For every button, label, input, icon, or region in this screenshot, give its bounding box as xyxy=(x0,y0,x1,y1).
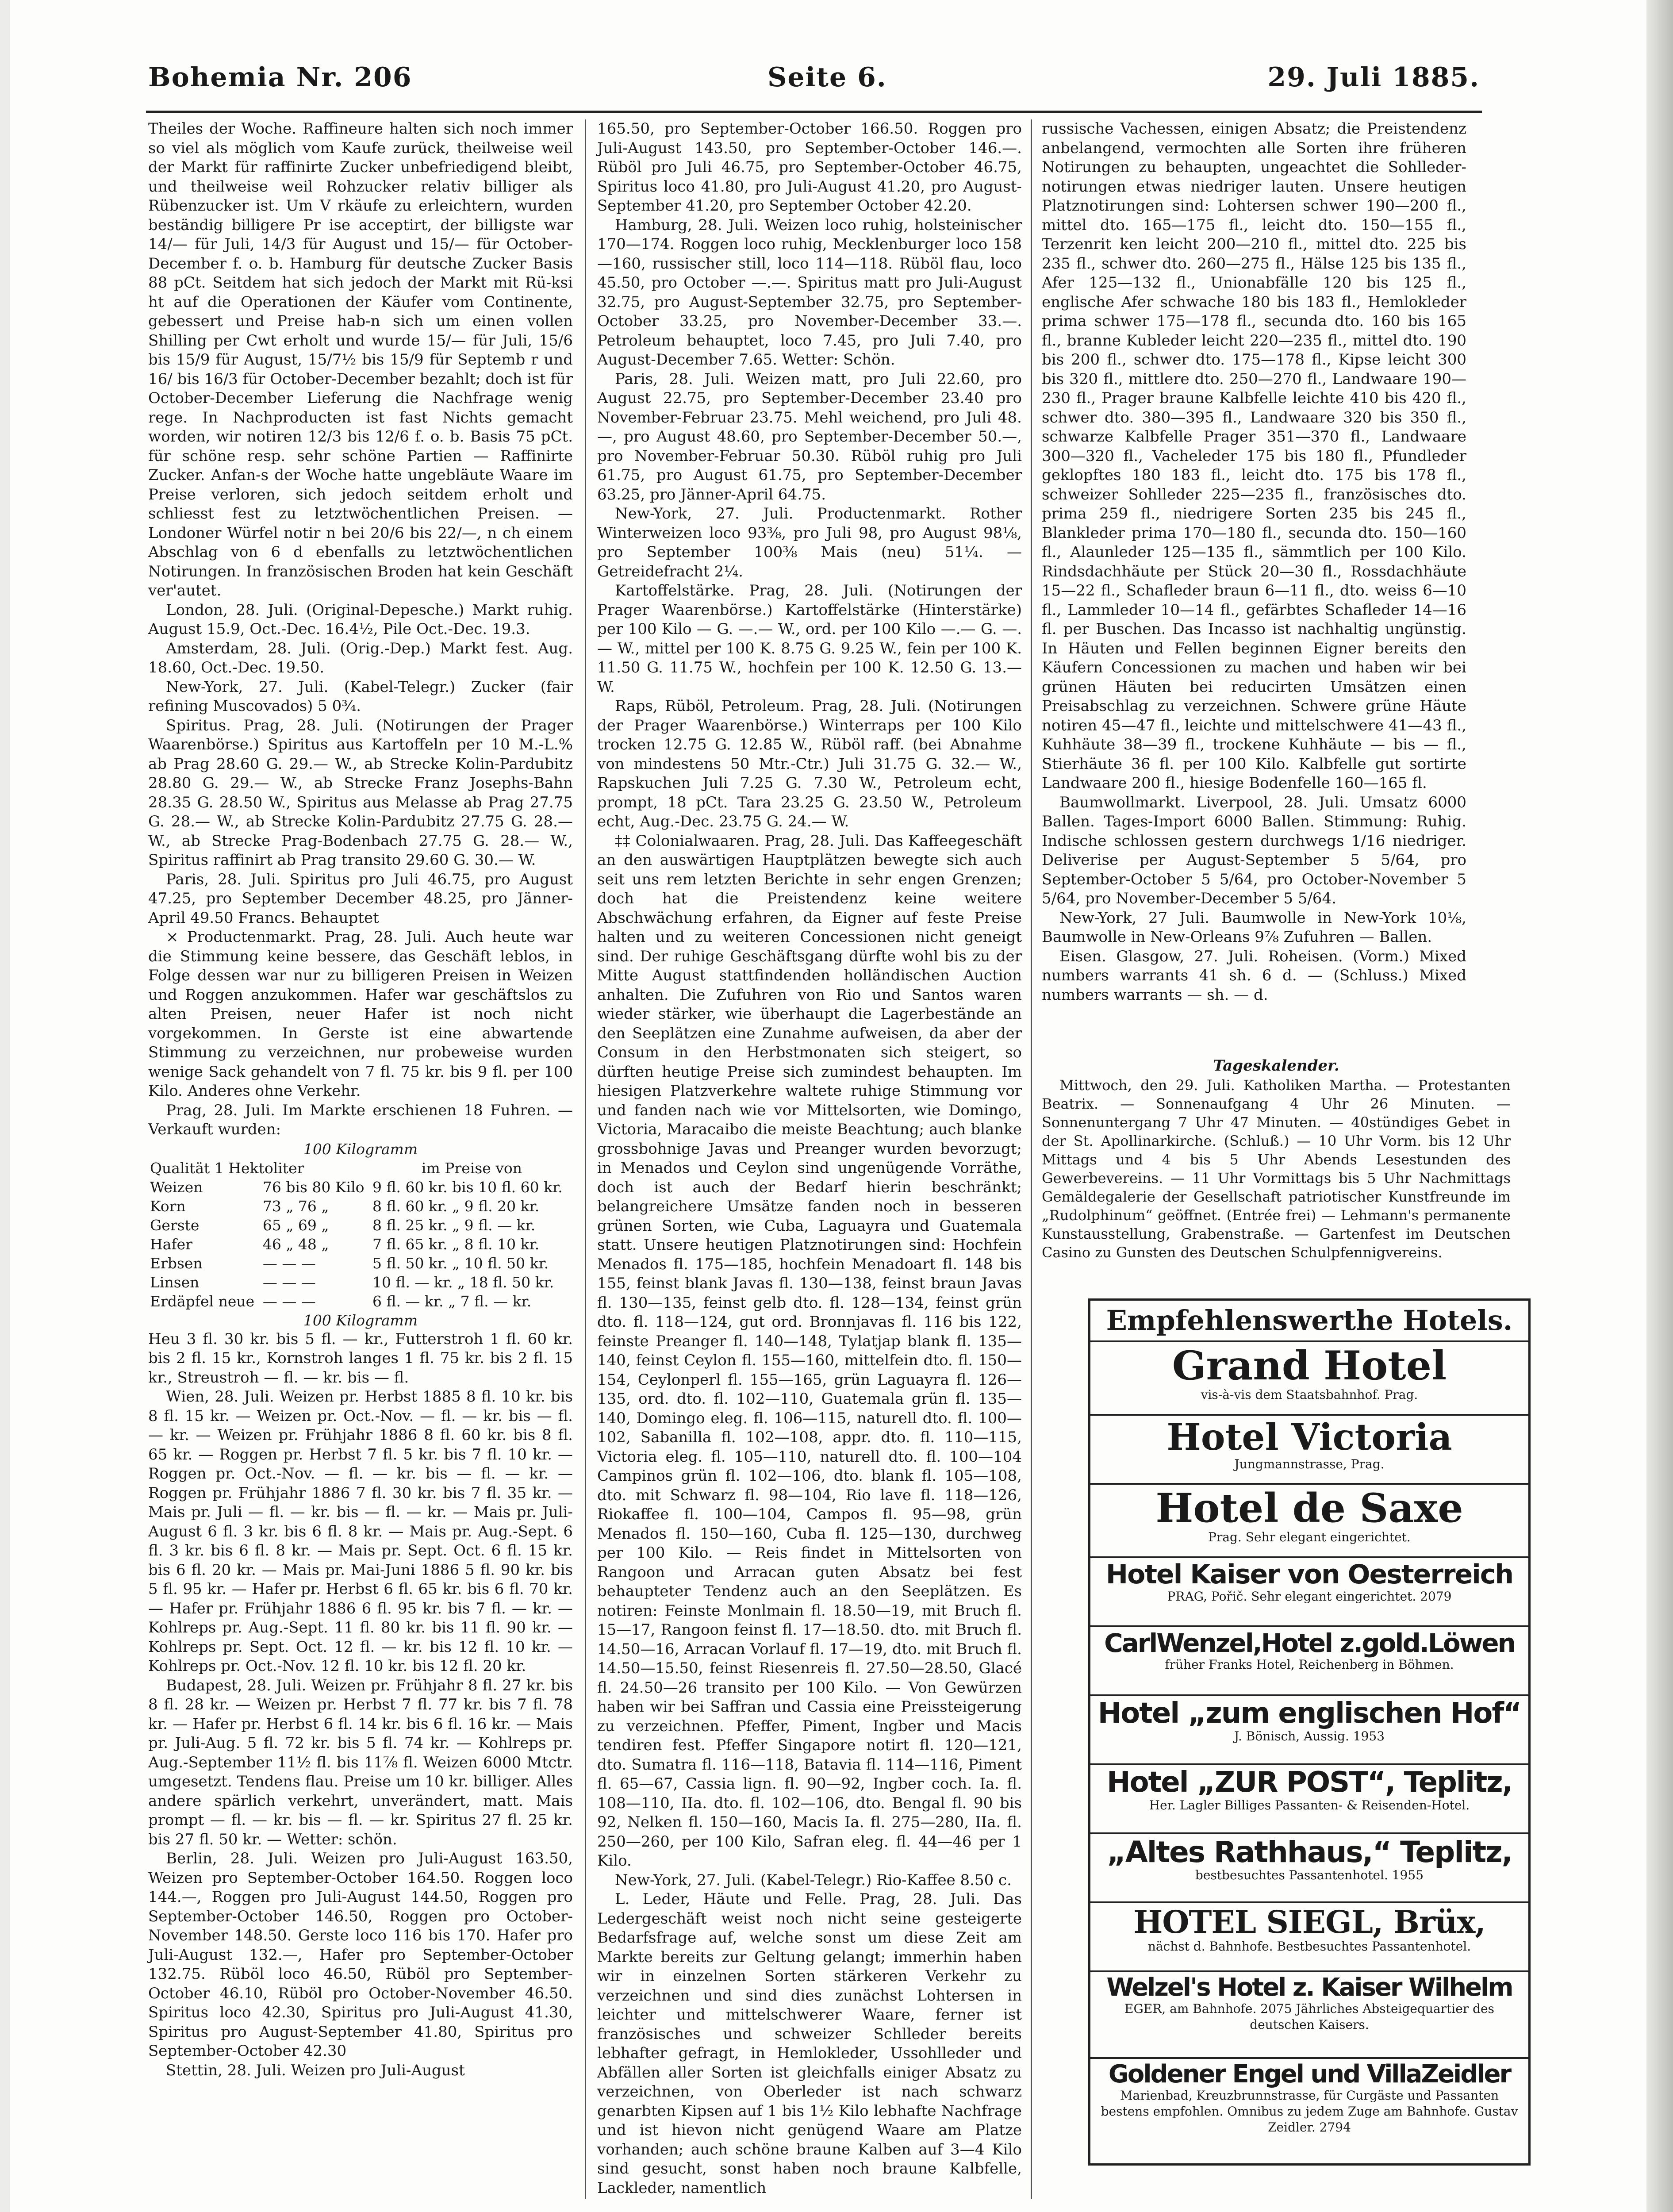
hotel-box-title: Empfehlenswerthe Hotels. xyxy=(1090,1301,1528,1342)
article-paragraph: L. Leder, Häute und Felle. Prag, 28. Juli. Das Ledergeschäft weist noch nicht seine gesteigerte Bedarfsfrage auf, welche sonst um diese Zeit am Markte bereits zur Geltung gelangt; immerhin haben wir in einzelnen Sorten stärkeren Verkehr zu verzeichnen und sind dies zunächst Lohtersen in leichter und mittelschwerer Waare, ferner ist französisches und schweizer Schlleder bereits lebhafter gefragt, in Hemlokleder, Ussohlleder und Abfällen aller Sorten ist gleichfalls einiger Absatz zu verzeichnen, von Oberleder ist nach schwarz genarbten Kipsen auf 1 bis 1½ Kilo lebhafte Nachfrage und ist hievon nicht genügend Waare am Platze vorhanden; auch schöne braune Kalben auf 3—4 Kilo sind gesucht, sonst haben noch braune Kalbfelle, Lackleder, namentlich xyxy=(597,1890,1022,2197)
table-cell: 7 fl. 65 kr. „ 8 fl. 10 kr. xyxy=(372,1235,540,1253)
table-cell: 8 fl. 25 kr. „ 9 fl. — kr. xyxy=(372,1216,536,1234)
hotel-detail: EGER, am Bahnhofe. 2075 Jährliches Absteigequartier des deutschen Kaisers. xyxy=(1124,2001,1494,2032)
table-row xyxy=(148,1178,573,1197)
hotel-name: Hotel „ZUR POST“, Teplitz, xyxy=(1107,1766,1512,1799)
article-paragraph: Raps, Rüböl, Petroleum. Prag, 28. Juli. (Notirungen der Prager Waarenbörse.) Winterraps per 100 Kilo trocken 12.75 G. 12.85 W., Rüböl raff. (bei Abnahme von mindestens 50 Mtr.-Ctr.) Juli 31.75 G. 32.— W., Rapskuchen Juli 7.25 G. 7.30 W., Petroleum echt, prompt, 18 pCt. Tara 23.25 G. 23.50 W., Petroleum echt, Aug.-Dec. 23.75 G. 24.— W. xyxy=(597,697,1022,830)
article-paragraph: New-York, 27. Juli. Productenmarkt. Rother Winterweizen loco 93⅜, pro Juli 98, pro August 98⅛, pro September 100⅜ Mais (neu) 51¼. — Getreidefracht 2¼. xyxy=(597,505,1022,580)
table-cell: — — — xyxy=(262,1254,316,1272)
hotel-ad xyxy=(1090,1765,1528,1834)
article-paragraph: Stettin, 28. Juli. Weizen pro Juli-August xyxy=(166,2061,465,2079)
hotel-name: Grand Hotel xyxy=(1172,1342,1447,1389)
article-paragraph: Kartoffelstärke. Prag, 28. Juli. (Notirungen der Prager Waarenbörse.) Kartoffelstärke (Hinterstärke) per 100 Kilo — G. —.— W., ord. per 100 Kilo —.— G. —.— W., mittel per 100 K. 8.75 G. 9.25 W., fein per 100 K. 11.50 G. 11.75 W., hochfein per 100 K. 12.50 G. 13.— W. xyxy=(597,582,1022,696)
scan-right-edge xyxy=(1646,0,1673,2212)
price-table xyxy=(148,1140,573,1330)
hotel-detail: bestbesuchtes Passantenhotel. 1955 xyxy=(1195,1868,1424,1883)
article-paragraph: Prag, 28. Juli. Im Markte erschienen 18 Fuhren. — Verkauft wurden: xyxy=(148,1101,573,1138)
hotel-detail: Her. Lagler Billiges Passanten- & Reisenden-Hotel. xyxy=(1149,1798,1470,1813)
article-paragraph: ‡‡ Colonialwaaren. Prag, 28. Juli. Das Kaffeegeschäft an den auswärtigen Hauptplätzen bewegte sich auch seit uns rem letzten Berichte in sehr engen Grenzen; doch hat die Preistendenz keine weitere Abschwächung erfahren, da Eigner auf feste Preise halten und zu weiteren Concessionen nicht geneigt sind. Der ruhige Geschäftsgang dürfte wohl bis zu der Mitte August stattfindenden holländischen Auction anhalten. Die Zufuhren von Rio und Santos waren wieder stärker, wie überhaupt die Lagerbestände an den Seeplätzen eine Zunahme aufweisen, da aber der Consum in den Herbstmonaten sich steigert, so dürften heutige Preise sich zumindest behaupten. Im hiesigen Platzverkehre waltete ruhige Stimmung vor und fanden nach wie vor Mittelsorten, wie Domingo, Victoria, Maracaibo die meiste Beachtung; auch blanke grossbohnige Javas und Preanger wurden bevorzugt; in Menados und Ceylon sind ungenügende Vorräthe, doch ist auch der Bedarf hierin beschränkt; belangreichere Umsätze fanden noch in besseren grünen Sorten, wie Cuba, Laguayra und Guatemala statt. Unsere heutigen Platznotirungen sind: Hochfein Menados fl. 175—185, hochfein Menadoart fl. 148 bis 155, feinst blank Javas fl. 130—138, feinst braun Javas fl. 130—135, feinst gelb dto. fl. 128—134, feinst grün dto. fl. 118—124, gut ord. Bronnjavas fl. 116 bis 122, feinste Preanger fl. 140—148, Tylatjap blank fl. 135—140, feinst Ceylon fl. 155—160, mittelfein dto. fl. 150—154, Ceylonperl fl. 155—165, grün Laguayra fl. 126—135, ord. dto. fl. 102—110, Guatemala grün fl. 135—140, Domingo eleg. fl. 106—115, naturell dto. fl. 100—102, Sabanilla fl. 102—108, appr. dto. fl. 110—115, Victoria eleg. fl. 105—110, naturell dto. fl. 100—104 Campinos grün fl. 102—106, dto. blank fl. 105—108, dto. mit Schwarz fl. 98—104, Rio lave fl. 118—126, Riokaffee fl. 100—104, Campos fl. 95—98, grün Menados fl. 150—160, Cuba fl. 125—130, durchweg per 100 Kilo. — Reis findet in Mittelsorten von Rangoon und Arracan guten Absatz bei fest behaupteter Tendenz auch an den Seeplätzen. Es notiren: Feinste Monlmain fl. 18.50—19, mit Bruch fl. 15—17, Rangoon feinst fl. 17—18.50. dto. mit Bruch fl. 14.50—16, Arracan Vorlauf fl. 17—19, dto. mit Bruch fl. 14.50—15.50, feinst Riesenreis fl. 27.50—28.50, Glacé fl. 24.50—26 transito per 100 Kilo. — Von Gewürzen haben wir bei Saffran und Cassia eine Preissteigerung zu verzeichnen. Pfeffer, Piment, Ingber und Macis tendiren fest. Pfeffer Singapore notirt fl. 120—121, dto. Sumatra fl. 116—118, Batavia fl. 114—116, Piment fl. 65—67, Cassia lign. fl. 90—92, Ingber coch. Ia. fl. 108—110, IIa. dto. fl. 102—106, dto. Bengal fl. 90 bis 92, Nelken fl. 150—160, Macis Ia. fl. 275—280, IIa. fl. 250—260, per 100 Kilo, Safran eleg. fl. 44—46 per 1 Kilo. xyxy=(597,832,1022,1870)
article-paragraph: Berlin, 28. Juli. Weizen pro Juli-August 163.50, Weizen pro September-October 164.50. Roggen loco 144.—, Roggen pro Juli-August 144.50, Roggen pro September-October 146.50, Roggen pro October-November 148.50. Gerste loco 116 bis 170. Hafer pro Juli-August 132.—, Hafer pro September-October 132.75. Rüböl loco 46.50, Rüböl pro September-October 46.10, Rüböl pro October-November 46.50. Spiritus loco 42.30, Spiritus pro Juli-August 41.30, Spiritus pro August-September 41.80, Spiritus pro September-October 42.30 xyxy=(148,1850,573,2060)
table-cell: 5 fl. 50 kr. „ 10 fl. 50 kr. xyxy=(372,1254,549,1272)
article-paragraph: London, 28. Juli. (Original-Depesche.) Markt ruhig. August 15.9, Oct.-Dec. 16.4½, Pile Oct.-Dec. 19.3. xyxy=(148,601,573,638)
table-cell: Weizen xyxy=(150,1178,203,1196)
table-cell: Korn xyxy=(150,1197,186,1215)
table-cell: Linsen xyxy=(150,1273,200,1291)
table-header: Qualität 1 Hektoliter xyxy=(150,1159,304,1177)
hotel-detail: J. Bönisch, Aussig. 1953 xyxy=(1234,1729,1385,1744)
table-cell: Erbsen xyxy=(150,1254,203,1272)
hotel-name: Welzel's Hotel z. Kaiser Wilhelm xyxy=(1106,1973,1512,2002)
table-cell: 73 „ 76 „ xyxy=(262,1197,329,1215)
hotel-ad xyxy=(1090,1342,1528,1416)
table-row xyxy=(148,1235,573,1254)
table-row xyxy=(148,1216,573,1235)
page-header xyxy=(148,62,1480,111)
table-cell: 9 fl. 60 kr. bis 10 fl. 60 kr. xyxy=(372,1178,563,1196)
article-paragraph: Eisen. Glasgow, 27. Juli. Roheisen. (Vorm.) Mixed numbers warrants 41 sh. 6 d. — (Schluss.) Mixed numbers warrants — sh. — d. xyxy=(1042,947,1466,1004)
column-divider xyxy=(585,119,586,2199)
article-paragraph: Baumwollmarkt. Liverpool, 28. Juli. Umsatz 6000 Ballen. Tages-Import 6000 Ballen. Stimmung: Ruhig. Indische schlossen gestern durchwegs 1/16 niedriger. Deliverise per August-September 5 5/64, pro September-October 5 5/64, pro October-November 5 5/64, pro November-December 5 5/64. xyxy=(1042,793,1466,907)
hotel-ad xyxy=(1090,1834,1528,1903)
table-cell: 76 bis 80 Kilo xyxy=(262,1178,365,1196)
hotel-name: Hotel Victoria xyxy=(1166,1416,1452,1459)
table-cell: 46 „ 48 „ xyxy=(262,1235,329,1253)
hotel-name: HOTEL SIEGL, Brüx, xyxy=(1133,1904,1485,1940)
table-cell: 10 fl. — kr. „ 18 fl. 50 kr. xyxy=(372,1273,554,1291)
article-paragraph: Budapest, 28. Juli. Weizen pr. Frühjahr 8 fl. 27 kr. bis 8 fl. 28 kr. — Weizen pr. Herbst 7 fl. 77 kr. bis 7 fl. 78 kr. — Hafer pr. Herbst 6 fl. 14 kr. bis 6 fl. 16 kr. — Mais pr. Juli-Aug. 5 fl. 72 kr. bis 5 fl. 74 kr. — Kohlreps pr. Aug.-September 11½ fl. bis 11⅞ fl. Weizen 6000 Mtctr. umgesetzt. Tendens flau. Preise um 10 kr. billiger. Alles andere spärlich verkehrt, unverändert, matt. Mais prompt — fl. — kr. bis — fl. — kr. Spiritus 27 fl. 25 kr. bis 27 fl. 50 kr. — Wetter: schön. xyxy=(148,1676,573,1848)
article-paragraph: New-York, 27 Juli. Baumwolle in New-York 10⅛, Baumwolle in New-Orleans 9⅞ Zufuhren — Ballen. xyxy=(1042,909,1466,946)
header-date: 29. Juli 1885. xyxy=(1267,62,1480,93)
table-cell: 8 fl. 60 kr. „ 9 fl. 20 kr. xyxy=(372,1197,540,1215)
article-paragraph: Wien, 28. Juli. Weizen pr. Herbst 1885 8 fl. 10 kr. bis 8 fl. 15 kr. — Weizen pr. Oct.-Nov. — fl. — kr. bis — fl. — kr. — Weizen pr. Frühjahr 1886 8 fl. 60 kr. bis 8 fl. 65 kr. — Roggen pr. Herbst 7 fl. 5 kr. bis 7 fl. 10 kr. — Roggen pr. Oct.-Nov. — fl. — kr. bis — fl. — kr. — Roggen pr. Frühjahr 1886 7 fl. 30 kr. bis 7 fl. 35 kr. — Mais pr. Juli — fl. — kr. bis — fl. — kr. — Mais pr. Juli-August 6 fl. 3 kr. bis 6 fl. 8 kr. — Mais pr. Aug.-Sept. 6 fl. 3 kr. bis 6 fl. 8 kr. — Mais pr. Sept. Oct. 6 fl. 15 kr. bis 6 fl. 20 kr. — Mais pr. Mai-Juni 1886 5 fl. 90 kr. bis 5 fl. 95 kr. — Hafer pr. Herbst 6 fl. 65 kr. bis 6 fl. 70 kr. — Hafer pr. Frühjahr 1886 6 fl. 95 kr. bis 7 fl. — kr. — Kohlreps pr. Aug.-Sept. 11 fl. 80 kr. bis 11 fl. 90 kr. — Kohlreps pr. Sept. Oct. 12 fl. — kr. bis 12 fl. 10 kr. — Kohlreps pr. Oct.-Nov. 12 fl. 10 kr. bis 12 fl. 20 kr. xyxy=(148,1388,573,1675)
hotel-name: CarlWenzel,Hotel z.gold.Löwen xyxy=(1104,1628,1515,1658)
column-3 xyxy=(1042,119,1466,1040)
article-paragraph: Theiles der Woche. Raffineure halten sich noch immer so viel als möglich vom Kaufe zurück, theilweise weil der Markt für raffinirte Zucker unbefriedigend bleibt, und theilweise weil Rohzucker relativ billiger als Rübenzucker ist. Um V rkäufe zu erleichtern, wurden beständig billigere Pr ise acceptirt, der billigste war 14/— für Juli, 14/3 für August und 15/— für October-December f. o. b. Hamburg für deutsche Zucker Basis 88 pCt. Seitdem hat sich jedoch der Markt mit Rü-ksi ht auf die Operationen der Käufer vom Continente, gebessert und Preise hab-n sich um einen vollen Shilling per Cwt erholt und wurde 15/— für Juli, 15/6 bis 15/9 für August, 15/7½ bis 15/9 für Septemb r und 16/ bis 16/3 für October-December bezahlt; doch ist für October-December Lieferung die Nachfrage wenig rege. In Nachproducten ist fast Nichts gemacht worden, wir notiren 12/3 bis 12/6 f. o. b. Basis 75 pCt. für schöne resp. sehr schöne Partien — Raffinirte Zucker. Anfan-s der Woche hatte ungebläute Waare im Preise verloren, sich jedoch seitdem erholt und schliesst fest zu letztwöchentlichen Preisen. — Londoner Würfel notir n bei 20/6 bis 22/—, n ch einem Abschlag von 6 d ebenfalls zu letztwöchentlichen Notirungen. In französischen Broden hat kein Geschäft ver'autet. xyxy=(148,120,573,599)
hotel-detail: PRAG, Pořič. Sehr elegant eingerichtet. 2079 xyxy=(1167,1589,1452,1604)
table-row xyxy=(148,1197,573,1216)
hotel-ad xyxy=(1090,1696,1528,1765)
table-header: 100 Kilogramm xyxy=(303,1140,418,1158)
tageskalender-title: Tageskalender. xyxy=(1213,1057,1339,1075)
hotel-ad xyxy=(1090,1558,1528,1627)
article-paragraph: Amsterdam, 28. Juli. (Orig.-Dep.) Markt fest. Aug. 18.60, Oct.-Dec. 19.50. xyxy=(148,639,573,676)
table-row xyxy=(148,1292,573,1311)
scan-left-edge xyxy=(0,0,10,2212)
column-1 xyxy=(148,119,573,2177)
column-divider xyxy=(1031,119,1032,2199)
header-newspaper: Bohemia Nr. 206 xyxy=(148,62,412,93)
table-cell: 65 „ 69 „ xyxy=(262,1216,329,1234)
hotel-detail: Marienbad, Kreuzbrunnstrasse, für Curgäste und Passanten bestens empfohlen. Omnibus zu jedem Zuge am Bahnhofe. Gustav Zeidler. 2794 xyxy=(1101,2088,1518,2135)
hotel-ad xyxy=(1090,1972,1528,2059)
article-paragraph: russische Vachessen, einigen Absatz; die Preistendenz anbelangend, vermochten alle Sorten ihre früheren Notirungen zu behaupten, ungeachtet die Sohlleder-notirungen etwas niedriger lauten. Unsere heutigen Platznotirungen sind: Lohtersen schwer 190—200 fl., mittel dto. 165—175 fl., leicht dto. 150—155 fl., Terzenrit ken leicht 200—210 fl., mittel dto. 225 bis 235 fl., schwer dto. 260—275 fl., Hälse 125 bis 135 fl., Afer 125—132 fl., Unionabfälle 120 bis 125 fl., englische Afer schwache 180 bis 183 fl., Hemlokleder prima schwer 175—178 fl., secunda dto. 160 bis 165 fl., branne Kubleder leicht 220—235 fl., mittel dto. 190 bis 200 fl., schwer dto. 175—178 fl., Kipse leicht 300 bis 320 fl., mittlere dto. 250—270 fl., Landwaare 190—230 fl., Prager braune Kalbfelle leichte 410 bis 420 fl., schwer dto. 380—395 fl., Landwaare 320 bis 350 fl., schwarze Kalbfelle Prager 351—370 fl., Landwaare 300—320 fl., Vacheleder 175 bis 180 fl., Pfundleder geklopftes 180 183 fl., leicht dto. 175 bis 178 fl., schweizer Sohlleder 225—235 fl., französisches dto. prima 259 fl., niedrigere Sorten 235 bis 245 fl., Blankleder prima 170—180 fl., secunda dto. 150—160 fl., Alaunleder 125—135 fl., sämmtlich per 100 Kilo. Rindsdachhäute per Stück 20—30 fl., Rossdachhäute 15—22 fl., Schafleder braun 6—11 fl., dto. weiss 6—10 fl., Lammleder 10—14 fl., gefärbtes Schafleder 14—16 fl. per Buschen. Das Incasso ist nachhaltig ungünstig. In Häuten und Fellen beginnen Eigner bereits den Käufern Concessionen zu machen und haben wir bei grünen Häuten bei reducirten Umsätzen einen Preisabschlag zu verzeichnen. Schwere grüne Häute notiren 45—47 fl., leichte und mittelschwere 41—43 fl., Kuhhäute 38—39 fl., trockene Kuhhäute — bis — fl., Stierhäute 36 fl. per 100 Kilo. Kalbfelle gut sortirte Landwaare 200 fl., hiesige Bodenfelle 160—165 fl. xyxy=(1042,120,1466,792)
hotel-name: Hotel Kaiser von Oesterreich xyxy=(1105,1559,1513,1590)
table-cell: — — — xyxy=(262,1273,316,1291)
article-paragraph: Hamburg, 28. Juli. Weizen loco ruhig, holsteinischer 170—174. Roggen loco ruhig, Mecklenburger loco 158—160, russischer still, loco 114—118. Rüböl flau, loco 45.50, pro October —.—. Spiritus matt pro Juli-August 32.75, pro August-September 32.75, pro September-October 33.25, pro November-December 33.—. Petroleum behauptet, loco 7.45, pro Juli 7.40, pro August-December 7.65. Wetter: Schön. xyxy=(597,216,1022,369)
table-row xyxy=(148,1273,573,1292)
table-cell: — — — xyxy=(262,1292,316,1310)
hotel-ad xyxy=(1090,1627,1528,1696)
header-rule xyxy=(146,111,1482,113)
table-cell: Gerste xyxy=(150,1216,200,1234)
hotel-detail: Prag. Sehr elegant eingerichtet. xyxy=(1208,1529,1411,1544)
hotel-detail: früher Franks Hotel, Reichenberg in Böhmen. xyxy=(1165,1657,1454,1672)
hotel-ad xyxy=(1090,2059,1528,2153)
article-paragraph: Paris, 28. Juli. Weizen matt, pro Juli 22.60, pro August 22.75, pro September-December 23.40 pro November-Februar 23.75. Mehl weichend, pro Juli 48.—, pro August 48.60, pro September-December 50.—, pro November-Februar 50.30. Rüböl ruhig pro Juli 61.75, pro August 61.75, pro September-December 63.25, pro Jänner-April 64.75. xyxy=(597,370,1022,503)
hotel-ad xyxy=(1090,1416,1528,1485)
hotel-detail: nächst d. Bahnhofe. Bestbesuchtes Passantenhotel. xyxy=(1147,1939,1471,1954)
hotel-advertisements xyxy=(1088,1298,1531,2166)
article-paragraph: New-York, 27. Juli. (Kabel-Telegr.) Rio-Kaffee 8.50 c. xyxy=(615,1871,1012,1889)
column-2 xyxy=(597,119,1022,2197)
table-cell: Hafer xyxy=(150,1235,192,1253)
hotel-name: Goldener Engel und VillaZeidler xyxy=(1108,2060,1511,2089)
table-header: 100 Kilogramm xyxy=(303,1311,418,1329)
header-page-number: Seite 6. xyxy=(767,62,887,93)
article-paragraph: 165.50, pro September-October 166.50. Roggen pro Juli-August 143.50, pro September-October 146.—. Rüböl pro Juli 46.75, pro September-October 46.75, Spiritus loco 41.80, pro Juli-August 41.20, pro August-September 41.20, pro September October 42.20. xyxy=(597,120,1022,215)
hotel-ad xyxy=(1090,1903,1528,1972)
article-paragraph: Heu 3 fl. 30 kr. bis 5 fl. — kr., Futterstroh 1 fl. 60 kr. bis 2 fl. 15 kr., Kornstroh langes 1 fl. 75 kr. bis 2 fl. 15 kr., Streustroh — fl. — kr. bis — fl. xyxy=(148,1330,573,1386)
table-row xyxy=(148,1254,573,1273)
hotel-name: Hotel de Saxe xyxy=(1155,1485,1463,1532)
table-cell: 6 fl. — kr. „ 7 fl. — kr. xyxy=(372,1292,532,1310)
article-paragraph: × Productenmarkt. Prag, 28. Juli. Auch heute war die Stimmung keine bessere, das Geschäft leblos, in Folge dessen war nur zu billigeren Preisen in Weizen und Roggen anzukommen. Hafer war geschäftslos zu alten Preisen, neuer Hafer ist noch nicht vorgekommen. In Gerste ist eine abwartende Stimmung zu verzeichnen, nur probeweise wurden wenige Sack gehandelt von 7 fl. 75 kr. bis 9 fl. per 100 Kilo. Anderes ohne Verkehr. xyxy=(148,928,573,1100)
tageskalender-text: Mittwoch, den 29. Juli. Katholiken Martha. — Protestanten Beatrix. — Sonnenaufgang 4 Uhr 26 Minuten. — Sonnenuntergang 7 Uhr 47 Minuten. — 40stündiges Gebet in der St. Apollinarkirche. (Schluß.) — 10 Uhr Vorm. bis 12 Uhr Mittags und 4 bis 5 Uhr Abends Lesestunden des Gewerbevereins. — 11 Uhr Vormittags bis 5 Uhr Nachmittags Gemäldegalerie der Gesellschaft patriotischer Kunstfreunde im „Rudolphinum“ geöffnet. (Entrée frei) — Lehmann's permanente Kunstausstellung, Grabenstraße. — Gartenfest im Deutschen Casino zu Gunsten des Deutschen Schulpfennigvereins. xyxy=(1042,1076,1511,1261)
article-paragraph: Paris, 28. Juli. Spiritus pro Juli 46.75, pro August 47.25, pro September December 48.25, pro Jänner-April 49.50 Francs. Behauptet xyxy=(148,870,573,927)
hotel-ad xyxy=(1090,1485,1528,1558)
article-paragraph: New-York, 27. Juli. (Kabel-Telegr.) Zucker (fair refining Muscovados) 5 0¾. xyxy=(148,678,573,715)
hotel-name: Hotel „zum englischen Hof“ xyxy=(1097,1697,1521,1730)
article-paragraph: Spiritus. Prag, 28. Juli. (Notirungen der Prager Waarenbörse.) Spiritus aus Kartoffeln per 10 M.-L.% ab Prag 28.60 G. 29.— W., ab Strecke Kolin-Pardubitz 28.80 G. 29.— W., ab Strecke Franz Josephs-Bahn 28.35 G. 28.50 W., Spiritus aus Melasse ab Prag 27.75 G. 28.— W., ab Strecke Kolin-Pardubitz 27.75 G. 28.— W., ab Strecke Prag-Bodenbach 27.75 G. 28.— W., Spiritus raffinirt ab Prag transito 29.60 G. 30.— W. xyxy=(148,716,573,869)
hotel-detail: vis-à-vis dem Staatsbahnhof. Prag. xyxy=(1201,1387,1418,1402)
tageskalender xyxy=(1042,1048,1511,1287)
hotel-name: „Altes Rathhaus,“ Teplitz, xyxy=(1107,1835,1512,1869)
hotel-detail: Jungmannstrasse, Prag. xyxy=(1234,1457,1385,1472)
table-header: im Preise von xyxy=(421,1159,522,1177)
table-cell: Erdäpfel neue xyxy=(150,1292,255,1310)
